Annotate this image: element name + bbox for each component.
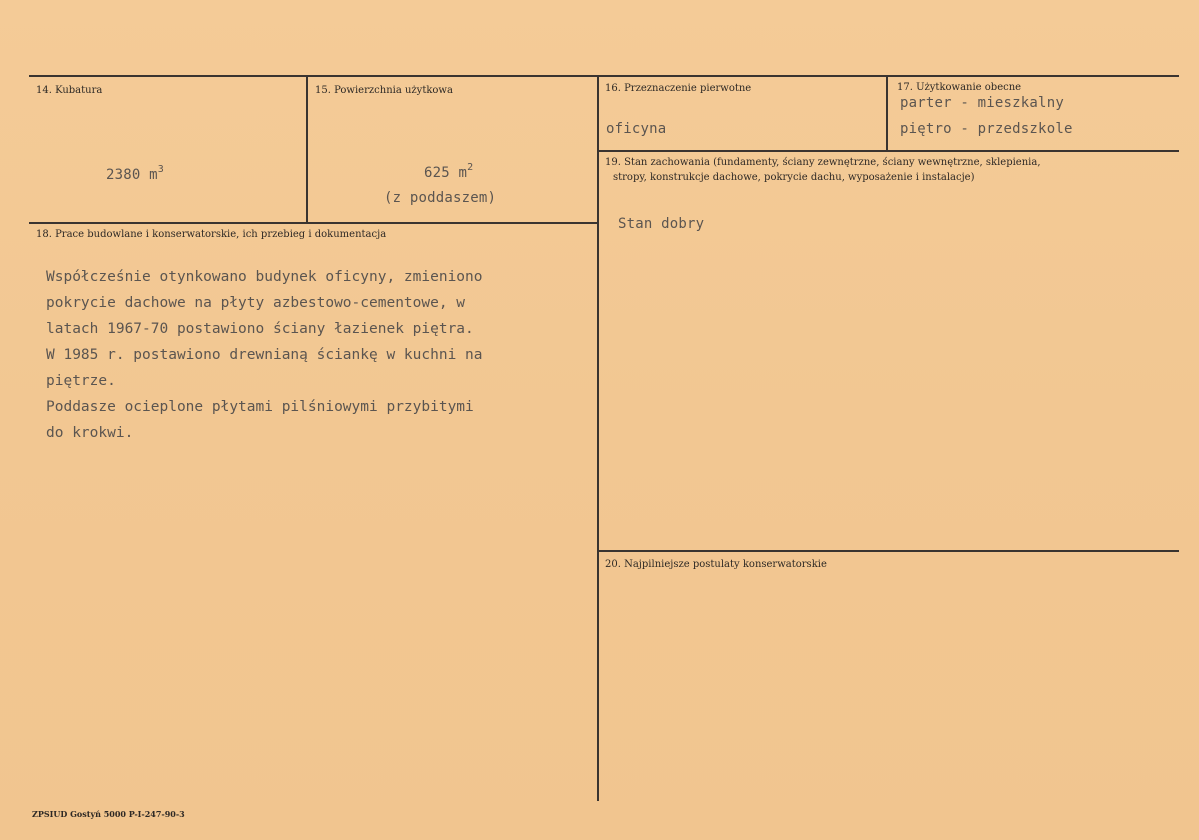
divider-main bbox=[597, 75, 599, 801]
field-19-label-line-1: 19. Stan zachowania (fundamenty, ściany zewnętrzne, ściany wewnętrzne, sklepienia, bbox=[605, 157, 1041, 168]
rule-row3-right bbox=[598, 550, 1179, 552]
top-rule bbox=[29, 75, 1179, 77]
field-15-note: (z poddaszem) bbox=[384, 190, 497, 206]
field-14-value bbox=[106, 164, 164, 183]
field-18-line-7: do krokwi. bbox=[46, 425, 134, 441]
divider-14-15 bbox=[306, 75, 308, 223]
field-17-line-2: piętro - przedszkole bbox=[900, 121, 1073, 137]
field-18-line-4: W 1985 r. postawiono drewnianą ściankę w kuchni na bbox=[46, 347, 483, 363]
field-17-label: 17. Użytkowanie obecne bbox=[897, 82, 1022, 93]
field-15-label: 15. Powierzchnia użytkowa bbox=[315, 85, 453, 96]
field-17-line-1: parter - mieszkalny bbox=[900, 95, 1064, 111]
rule-row2-right bbox=[598, 150, 1179, 152]
field-14-label: 14. Kubatura bbox=[36, 85, 103, 96]
field-14-exponent: 3 bbox=[157, 164, 165, 175]
print-imprint: ZPSIUD Gostyń 5000 P-I-247-90-3 bbox=[32, 809, 185, 819]
rule-row2-left bbox=[29, 222, 599, 224]
field-15-number: 625 m bbox=[424, 165, 468, 181]
field-16-value: oficyna bbox=[606, 121, 667, 137]
field-18-line-2: pokrycie dachowe na płyty azbestowo-cementowe, w bbox=[46, 295, 466, 311]
field-19-label-line-2: stropy, konstrukcje dachowe, pokrycie dachu, wyposażenie i instalacje) bbox=[613, 172, 975, 183]
field-20-label: 20. Najpilniejsze postulaty konserwatorskie bbox=[605, 559, 827, 570]
field-18-text bbox=[46, 264, 483, 446]
field-19-value: Stan dobry bbox=[618, 216, 705, 232]
field-18-line-1: Współcześnie otynkowano budynek oficyny, zmieniono bbox=[46, 269, 483, 285]
field-15-value bbox=[424, 162, 473, 181]
field-14-number: 2380 m bbox=[106, 167, 158, 183]
field-15-exponent: 2 bbox=[467, 162, 474, 173]
field-16-label: 16. Przeznaczenie pierwotne bbox=[605, 83, 752, 94]
field-18-line-6: Poddasze ocieplone płytami pilśniowymi przybitymi bbox=[46, 399, 474, 415]
divider-16-17 bbox=[886, 75, 888, 151]
field-18-label: 18. Prace budowlane i konserwatorskie, ich przebieg i dokumentacja bbox=[36, 229, 387, 240]
field-18-line-5: piętrze. bbox=[46, 373, 116, 389]
field-18-line-3: latach 1967-70 postawiono ściany łazienek piętra. bbox=[46, 321, 474, 337]
